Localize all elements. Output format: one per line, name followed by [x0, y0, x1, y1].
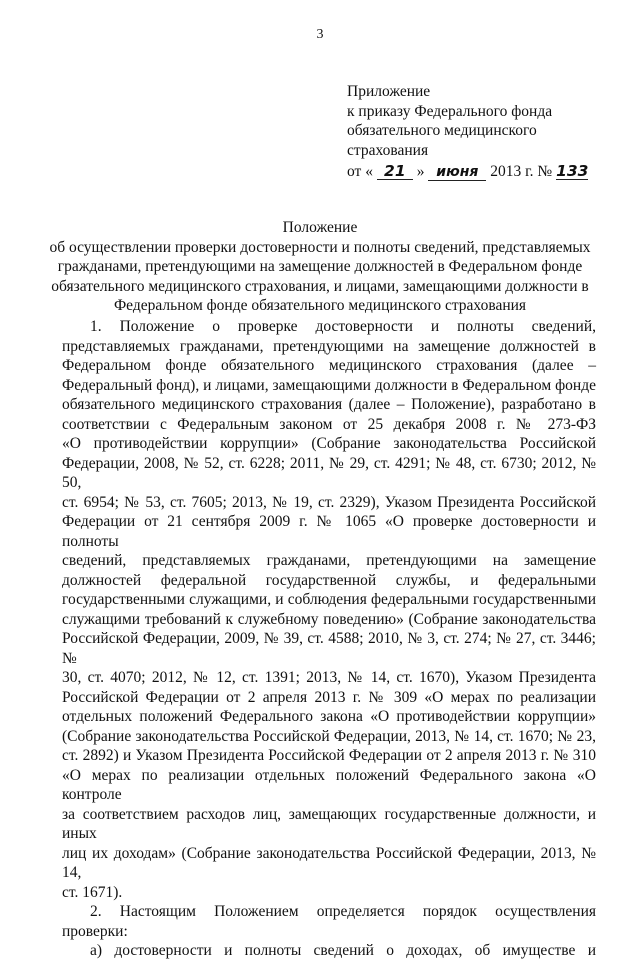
appendix-block: [347, 82, 588, 182]
paragraph1-line: ст. 2892) и Указом Президента Российской Федерации от 2 апреля 2013 г. № 310: [62, 747, 596, 764]
date-month: июня: [428, 165, 486, 181]
paragraph1-line: «О противодействии коррупции» (Собрание законодательства Российской: [62, 435, 596, 452]
title-line-2: гражданами, претендующими на замещение должностей в Федеральном фонде: [57, 258, 583, 275]
page-number: 3: [316, 27, 324, 42]
paragraph1-line: соответствии с Федеральным законом от 25 декабря 2008 г. № 273-ФЗ: [62, 415, 596, 433]
order-number: 133: [556, 162, 589, 180]
paragraph1-line: отдельных положений Федерального закона «О противодействии коррупции»: [62, 708, 596, 725]
paragraph1-line: ст. 6954; № 53, ст. 7605; 2013, № 19, ст. 2329), Указом Президента Российской: [62, 493, 596, 511]
paragraph1-line: за соответствием расходов лиц, замещающих государственные должности, и иных: [62, 805, 596, 842]
paragraph2-line: 2. Настоящим Положением определяется порядок осуществления: [90, 903, 596, 920]
date-quote-close: »: [416, 163, 425, 180]
appendix-line-3: обязательного медицинского: [347, 122, 537, 139]
paragraph1-line: обязательного медицинского страхования (далее – Положение), разработано в: [62, 396, 596, 413]
title-line-3: обязательного медицинского страхования, и лицами, замещающими должности в: [51, 277, 589, 295]
paragraph1-line: 30, ст. 4070; 2012, № 12, ст. 1391; 2013, № 14, ст. 1670), Указом Президента: [62, 669, 596, 686]
paragraph1-line: лиц их доходам» (Собрание законодательства Российской Федерации, 2013, № 14,: [62, 844, 596, 881]
paragraph3-line: а) достоверности и полноты сведений о доходах, об имуществе и: [90, 942, 596, 959]
paragraph1-line: (Собрание законодательства Российской Федерации, 2013, № 14, ст. 1670; № 23,: [62, 727, 596, 745]
title-line-4: Федеральном фонде обязательного медицинского страхования: [113, 297, 527, 314]
title-heading: Положение: [282, 219, 358, 236]
paragraph1-line: Федеральный фонд), и лицами, замещающими должности в Федеральном фонде: [62, 376, 596, 394]
paragraph-3: [62, 941, 596, 961]
document-body: [62, 317, 596, 961]
paragraph1-line: должностей федеральной государственной службы, и федеральными: [62, 571, 596, 589]
appendix-line-2: к приказу Федерального фонда: [347, 102, 553, 120]
paragraph1-line: 1. Положение о проверке достоверности и полноты сведений,: [90, 318, 596, 335]
date-year: 2013 г. №: [490, 163, 553, 180]
paragraph1-line: Российской Федерации от 2 апреля 2013 г. № 309 «О мерах по реализации: [62, 688, 596, 706]
appendix-line-1: Приложение: [347, 83, 431, 100]
paragraph1-line: представляемых гражданами, претендующими на замещение должностей в: [62, 337, 596, 355]
paragraph1-line: Федерации от 21 сентября 2009 г. № 1065 «О проверке достоверности и полноты: [62, 513, 596, 550]
paragraph2-line: проверки:: [62, 922, 128, 940]
document-title: [40, 218, 600, 316]
paragraph-2: [62, 902, 596, 941]
paragraph1-line: «О мерах по реализации отдельных положений Федерального закона «О контроле: [62, 766, 596, 803]
paragraph1-line: ст. 1671).: [62, 883, 123, 901]
paragraph-1: [62, 317, 596, 902]
paragraph1-line: государственными служащими, и соблюдения федеральными государственными: [62, 591, 596, 608]
paragraph1-line: служащими требований к служебному поведению» (Собрание законодательства: [62, 610, 596, 628]
paragraph1-line: Федерации, 2008, № 52, ст. 6228; 2011, № 29, ст. 4291; № 48, ст. 6730; 2012, № 50,: [62, 454, 596, 491]
appendix-line-4: страхования: [347, 141, 429, 159]
paragraph1-line: Российской Федерации, 2009, № 39, ст. 4588; 2010, № 3, ст. 274; № 27, ст. 3446; №: [62, 630, 596, 667]
title-line-1: об осуществлении проверки достоверности и полноты сведений, представляемых: [49, 238, 591, 256]
appendix-date-line: [347, 162, 588, 182]
paragraph1-line: сведений, представляемых гражданами, претендующими на замещение: [62, 552, 596, 569]
paragraph1-line: Федеральном фонде обязательного медицинского страхования (далее –: [62, 357, 596, 374]
date-prefix: от «: [347, 163, 373, 180]
date-day: 21: [377, 164, 413, 180]
